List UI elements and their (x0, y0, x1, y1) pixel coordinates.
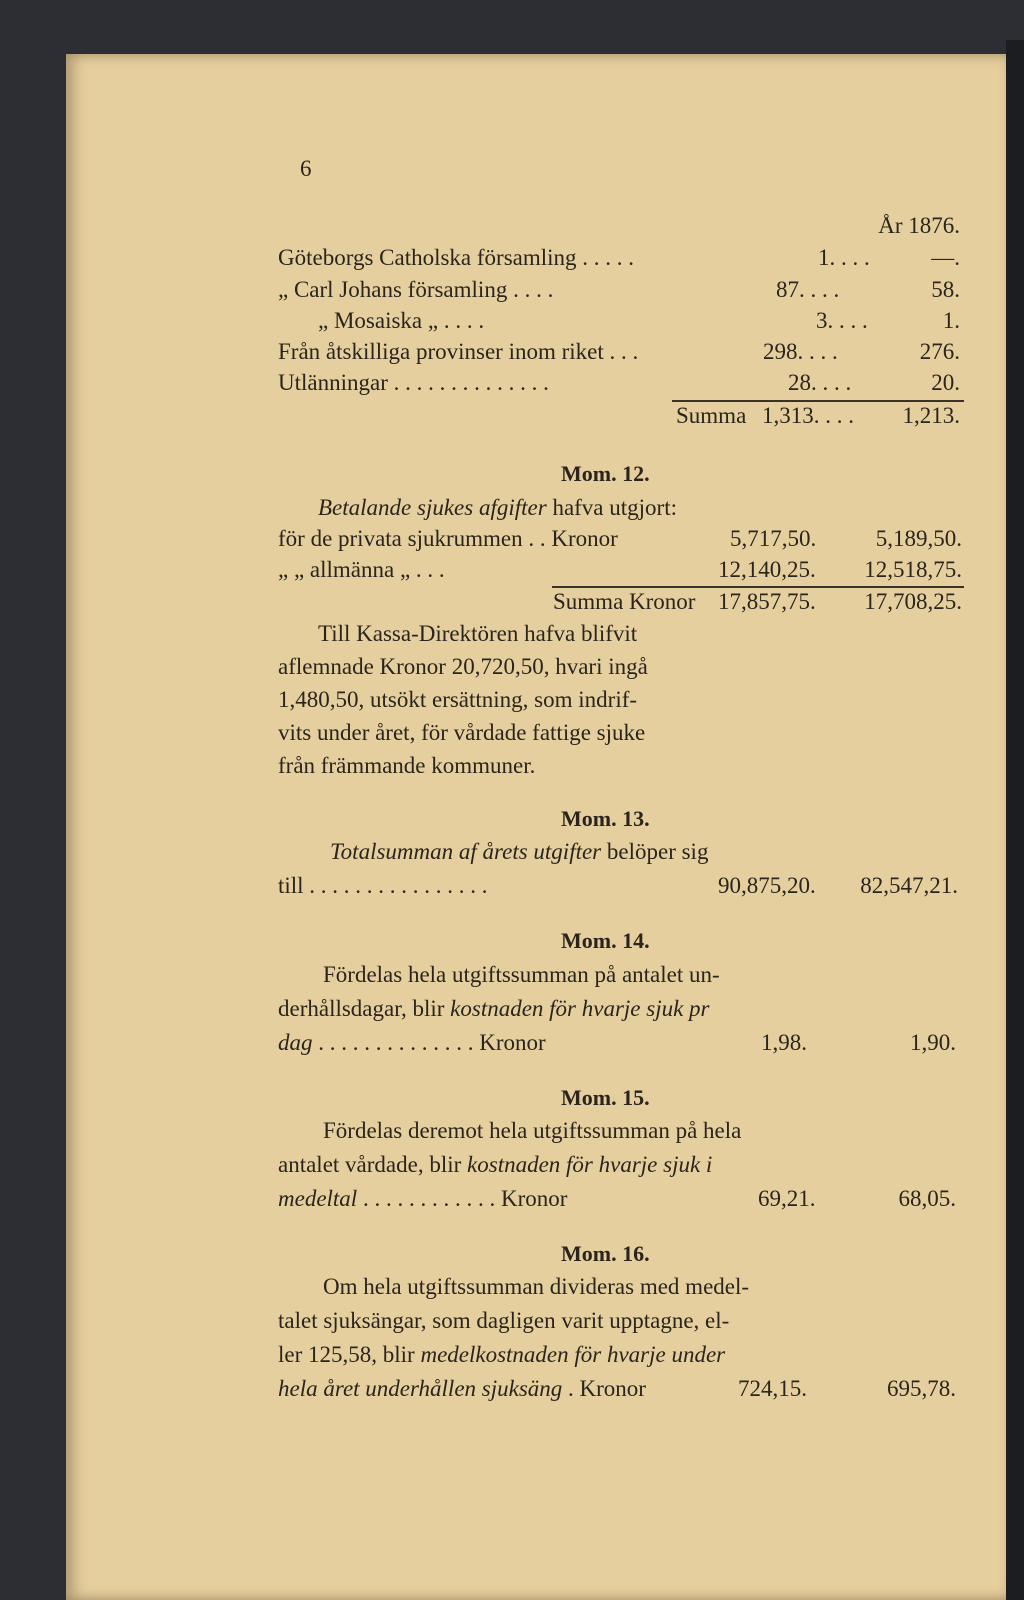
fee-row-value-1875: 12,140,25. (718, 557, 816, 582)
paragraph-line: från främmande kommuner. (278, 753, 536, 778)
row-value-1876: 58. (931, 277, 960, 302)
mom-13-italic: Totalsumman af årets utgifter (330, 839, 602, 864)
mom-16-heading: Mom. 16. (561, 1241, 650, 1266)
summa-label: Summa (676, 403, 747, 428)
mom-13-value-1876: 82,547,21. (860, 873, 958, 898)
mom-14-line: Fördelas hela utgiftssumman på antalet un- (323, 962, 720, 987)
fee-row-value-1876: 12,518,75. (864, 557, 962, 582)
row-value-1875: 87. . . . (776, 277, 840, 302)
mom-16-value-1875: 724,15. (738, 1376, 807, 1401)
paragraph-line: aflemnade Kronor 20,720,50, hvari ingå (278, 654, 648, 679)
mom-14-line (278, 1029, 546, 1057)
row-label: „ Mosaiska „ . . . . (318, 308, 485, 333)
fee-row-label: för de privata sjukrummen . . Kronor (278, 526, 618, 551)
row-value-1875: 1. . . . (818, 245, 870, 270)
mom-15-line2-plain: antalet vårdade, blir (278, 1152, 462, 1177)
mom-13-line (330, 838, 708, 866)
fee-row-value-1875: 5,717,50. (730, 526, 817, 551)
page-number: 6 (300, 156, 312, 181)
row-label: Utlänningar . . . . . . . . . . . . . . (278, 370, 549, 395)
mom-15-line2-italic: kostnaden för hvarje sjuk i (467, 1152, 713, 1177)
mom-14-value-1875: 1,98. (761, 1030, 807, 1055)
mom-13-heading: Mom. 13. (561, 806, 650, 831)
mom-14-line (278, 995, 710, 1023)
row-value-1876: 276. (919, 339, 960, 364)
mom-15-heading: Mom. 15. (561, 1085, 650, 1110)
mom-13-rest: belöper sig (606, 839, 709, 864)
paragraph-line: Till Kassa-Direktören hafva blifvit (318, 621, 638, 646)
mom-12-intro-italic: Betalande sjukes afgifter (318, 495, 547, 520)
mom-12-intro (318, 494, 677, 522)
mom-16-line3-italic: medelkostnaden för hvarje under (420, 1342, 726, 1367)
mom-12-summa-1876: 17,708,25. (864, 589, 962, 614)
paragraph-line: 1,480,50, utsökt ersättning, som indrif- (278, 687, 638, 712)
mom-12-intro-rest: hafva utgjort: (552, 495, 677, 520)
row-value-1875: 298. . . . (763, 339, 838, 364)
row-value-1875: 3. . . . (816, 308, 868, 333)
mom-16-line3-plain: ler 125,58, blir (278, 1342, 415, 1367)
mom-12-heading: Mom. 12. (561, 461, 650, 486)
mom-16-value-1876: 695,78. (887, 1376, 956, 1401)
mom-16-line4-italic: hela året underhållen sjuksäng (278, 1376, 563, 1401)
summa-value-1875: 1,313. . . . (762, 403, 854, 428)
mom-12-summa-label: Summa Kronor (553, 589, 696, 614)
mom-16-line4-rest: . Kronor (568, 1376, 646, 1401)
row-label: „ Carl Johans församling . . . . (278, 277, 554, 302)
mom-14-value-1876: 1,90. (910, 1030, 956, 1055)
mom-14-line3-rest: . . . . . . . . . . . . . . Kronor (318, 1030, 546, 1055)
year-header: År 1876. (878, 213, 960, 238)
mom-15-value-1876: 68,05. (898, 1186, 956, 1211)
fee-row-value-1876: 5,189,50. (875, 526, 962, 551)
mom-15-value-1875: 69,21. (758, 1186, 816, 1211)
mom-14-heading: Mom. 14. (561, 928, 650, 953)
mom-14-line3-italic: dag (278, 1030, 313, 1055)
mom-15-line3-italic: medeltal (278, 1186, 358, 1211)
mom-13-line: till . . . . . . . . . . . . . . . . (278, 873, 488, 898)
row-value-1876: 20. (931, 370, 960, 395)
mom-15-line3-rest: . . . . . . . . . . . . Kronor (362, 1186, 568, 1211)
mom-16-line (278, 1375, 646, 1403)
mom-15-line: Fördelas deremot hela utgiftssumman på hela (323, 1118, 742, 1143)
book-spine-edge (1006, 40, 1024, 1600)
mom-13-value-1875: 90,875,20. (718, 873, 816, 898)
summa-value-1876: 1,213. (902, 403, 960, 428)
mom-14-line2-plain: derhållsdagar, blir (278, 996, 445, 1021)
mom-15-line (278, 1151, 712, 1179)
row-value-1875: 28. . . . (788, 370, 852, 395)
row-label: Göteborgs Catholska församling . . . . . (278, 245, 635, 270)
row-value-1876: —. (931, 245, 960, 270)
mom-14-line2-italic: kostnaden för hvarje sjuk pr (450, 996, 710, 1021)
mom-16-line: Om hela utgiftssumman divideras med medel- (323, 1274, 750, 1299)
paragraph-line: vits under året, för vårdade fattige sjuke (278, 720, 646, 745)
mom-16-line: talet sjuksängar, som dagligen varit upptagne, el- (278, 1308, 730, 1333)
row-label: Från åtskilliga provinser inom riket . . . (278, 339, 639, 364)
fee-row-label: „ „ allmänna „ . . . (278, 557, 445, 582)
row-value-1876: 1. (942, 308, 960, 333)
mom-12-summa-1875: 17,857,75. (718, 589, 816, 614)
mom-15-line (278, 1185, 567, 1213)
mom-16-line (278, 1341, 725, 1369)
